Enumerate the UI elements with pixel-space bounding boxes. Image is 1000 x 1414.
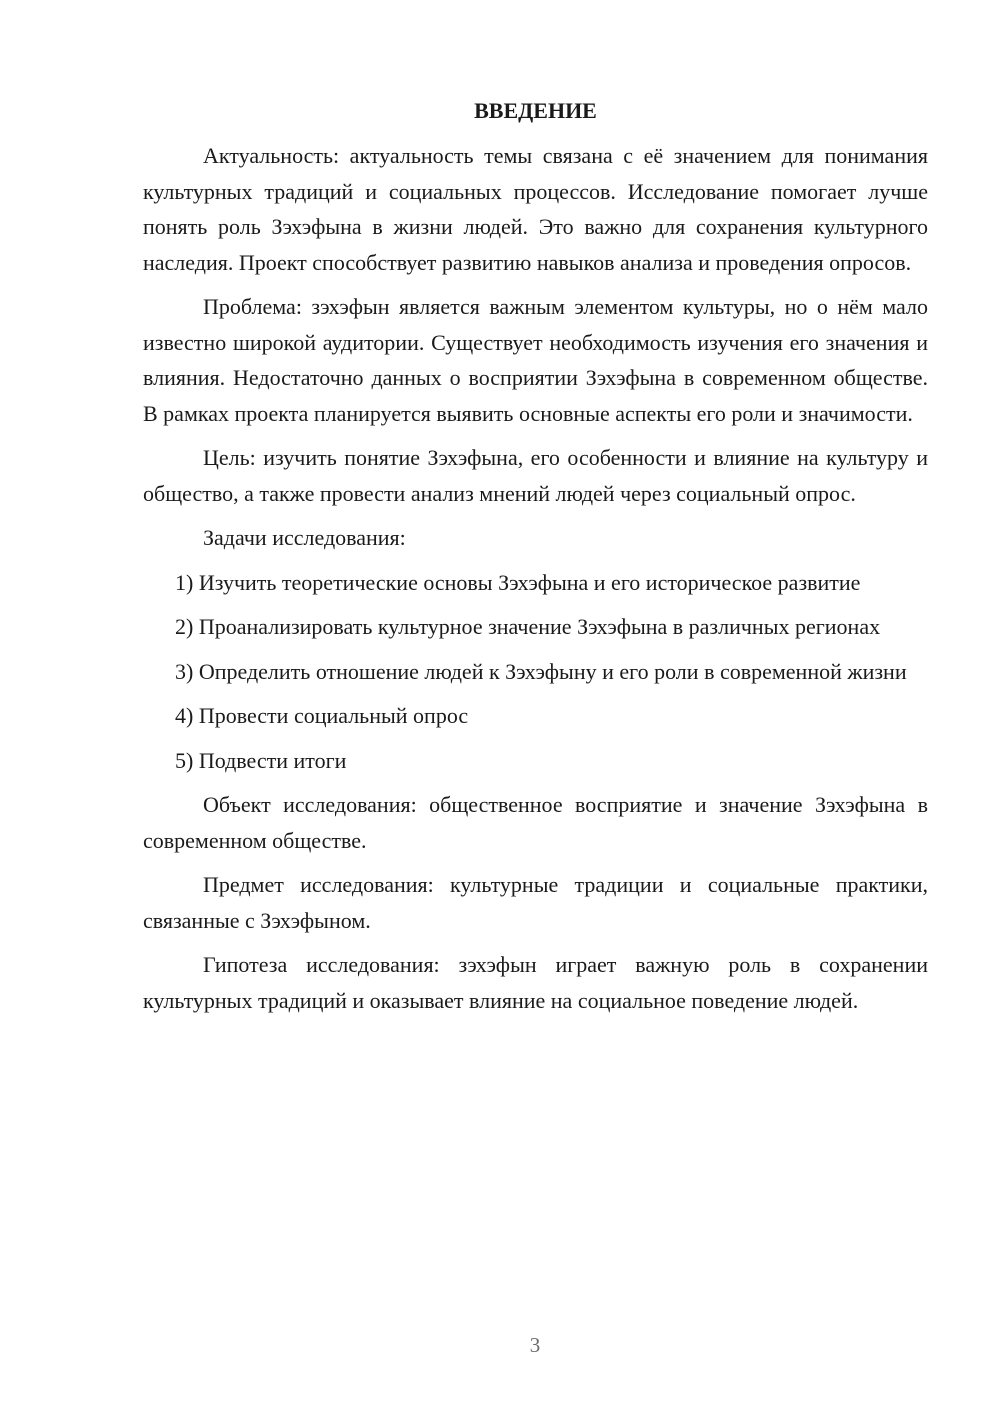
page-number: 3 bbox=[529, 1333, 541, 1357]
hypothesis-paragraph: Гипотеза исследования: зэхэфын играет важную роль в сохранении культурных традиций и оказывает влияние на социальное поведение людей. bbox=[143, 952, 928, 1013]
relevance-paragraph: Актуальность: актуальность темы связана с её значением для понимания культурных традиций и социальных процессов. Исследование помогает лучше понять роль Зэхэфына в жизни людей. Это важно для сохранения культурного наследия. Проект способствует развитию навыков анализа и проведения опросов. bbox=[143, 143, 928, 275]
tasks-list bbox=[143, 565, 928, 779]
task-item-4: 4) Провести социальный опрос bbox=[175, 703, 469, 728]
task-item-1: 1) Изучить теоретические основы Зэхэфына и его историческое развитие bbox=[175, 569, 861, 595]
object-paragraph: Объект исследования: общественное восприятие и значение Зэхэфына в современном обществе. bbox=[143, 792, 928, 853]
task-item-2: 2) Проанализировать культурное значение Зэхэфына в различных регионах bbox=[175, 614, 881, 639]
task-item-3: 3) Определить отношение людей к Зэхэфыну и его роли в современной жизни bbox=[175, 658, 907, 684]
subject-paragraph: Предмет исследования: культурные традиции и социальные практики, связанные с Зэхэфыном. bbox=[143, 872, 928, 933]
problem-paragraph: Проблема: зэхэфын является важным элементом культуры, но о нём мало известно широкой аудитории. Существует необходимость изучения его значения и влияния. Недостаточно данных о восприятии Зэхэфына в современном обществе. В рамках проекта планируется выявить основные аспекты его роли и значимости. bbox=[143, 294, 928, 426]
document-page bbox=[143, 96, 928, 1027]
tasks-heading: Задачи исследования: bbox=[203, 525, 406, 550]
page-title: ВВЕДЕНИЕ bbox=[474, 98, 597, 123]
goal-paragraph: Цель: изучить понятие Зэхэфына, его особенности и влияние на культуру и общество, а также провести анализ мнений людей через социальный опрос. bbox=[143, 445, 928, 506]
task-item-5: 5) Подвести итоги bbox=[175, 747, 347, 773]
